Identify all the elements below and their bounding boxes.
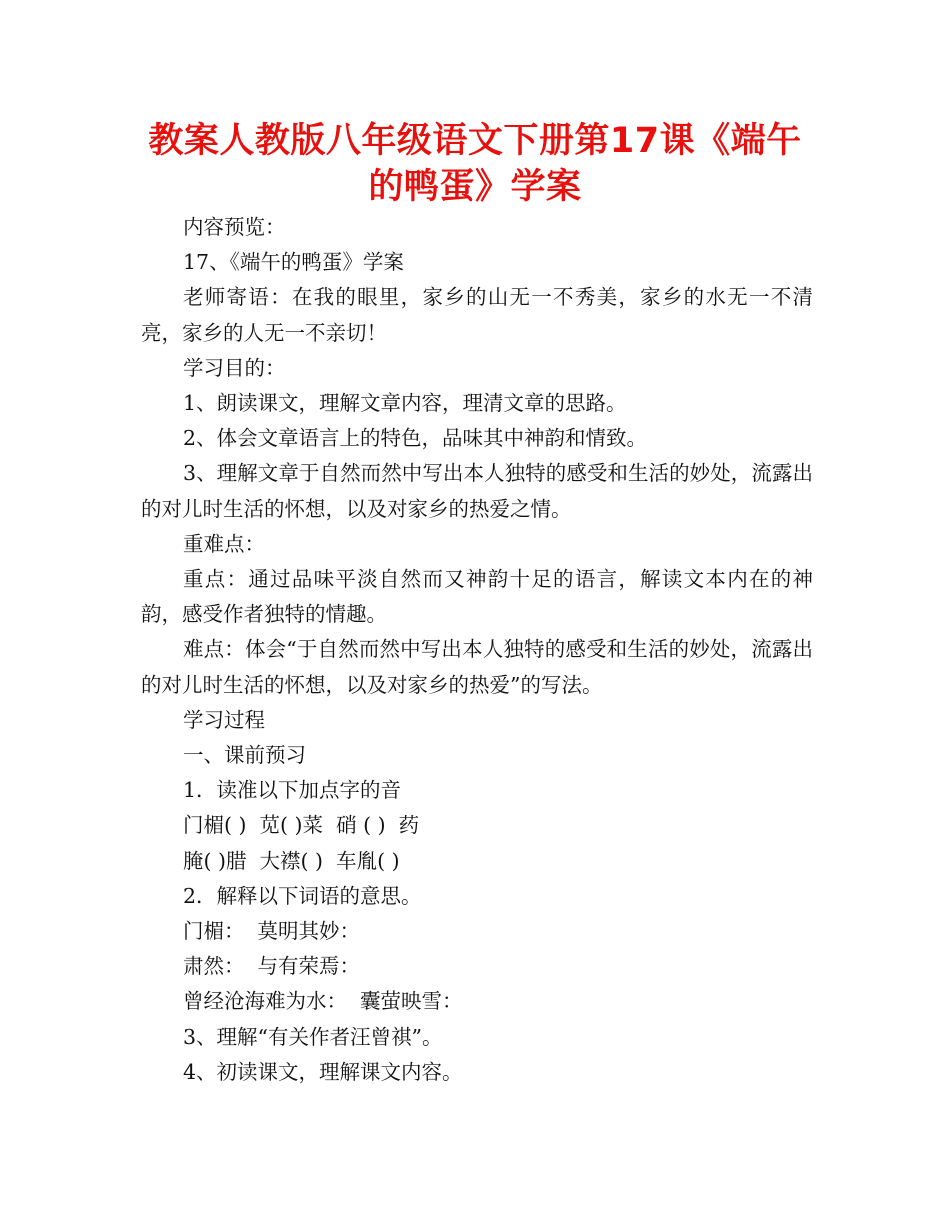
- objectives-heading: 学习目的：: [183, 355, 286, 380]
- exercise-2-line-2: 肃然： 与有荣焉：: [183, 954, 361, 979]
- preview-section-heading: 一、课前预习: [183, 743, 306, 768]
- key-points-heading: 重难点：: [183, 531, 265, 556]
- key-point: 重点：通过品味平淡自然而又神韵十足的语言，解读文本内在的神韵，感受作者独特的情趣。: [141, 567, 813, 627]
- lesson-heading: 17、《端午的鸭蛋》学案: [183, 250, 404, 275]
- exercise-1-prompt: 1．读准以下加点字的音: [183, 778, 402, 803]
- document-title: 教案人教版八年级语文下册第17课《端午的鸭蛋》学案: [148, 121, 802, 207]
- exercise-1-line-1: 门楣( ) 苋( )菜 硝 ( ) 药: [183, 813, 420, 838]
- preview-label: 内容预览：: [183, 215, 286, 239]
- objective-2: 2、体会文章语言上的特色，品味其中神韵和情致。: [183, 426, 648, 451]
- process-heading: 学习过程: [183, 707, 265, 732]
- exercise-4-prompt: 4、初读课文，理解课文内容。: [183, 1059, 463, 1084]
- teacher-message: 老师寄语：在我的眼里，家乡的山无一不秀美，家乡的水无一不清亮，家乡的人无一不亲切！: [141, 285, 813, 345]
- document-body: [141, 210, 813, 1090]
- exercise-2-line-3: 曾经沧海难为水： 囊萤映雪：: [183, 989, 463, 1014]
- exercise-1-line-2: 腌( )腊 大襟( ) 车胤( ): [183, 848, 400, 873]
- exercise-2-prompt: 2．解释以下词语的意思。: [183, 883, 422, 908]
- objective-1: 1、朗读课文，理解文章内容，理清文章的思路。: [183, 391, 627, 416]
- objective-3: 3、理解文章于自然而然中写出本人独特的感受和生活的妙处，流露出的对儿时生活的怀想，以及对家乡的热爱之情。: [141, 461, 813, 521]
- difficult-point: 难点：体会“于自然而然中写出本人独特的感受和生活的妙处，流露出的对儿时生活的怀想，以及对家乡的热爱”的写法。: [141, 637, 813, 697]
- exercise-3-prompt: 3、理解“有关作者汪曾祺”。: [183, 1024, 443, 1049]
- exercise-2-line-1: 门楣： 莫明其妙：: [183, 919, 361, 944]
